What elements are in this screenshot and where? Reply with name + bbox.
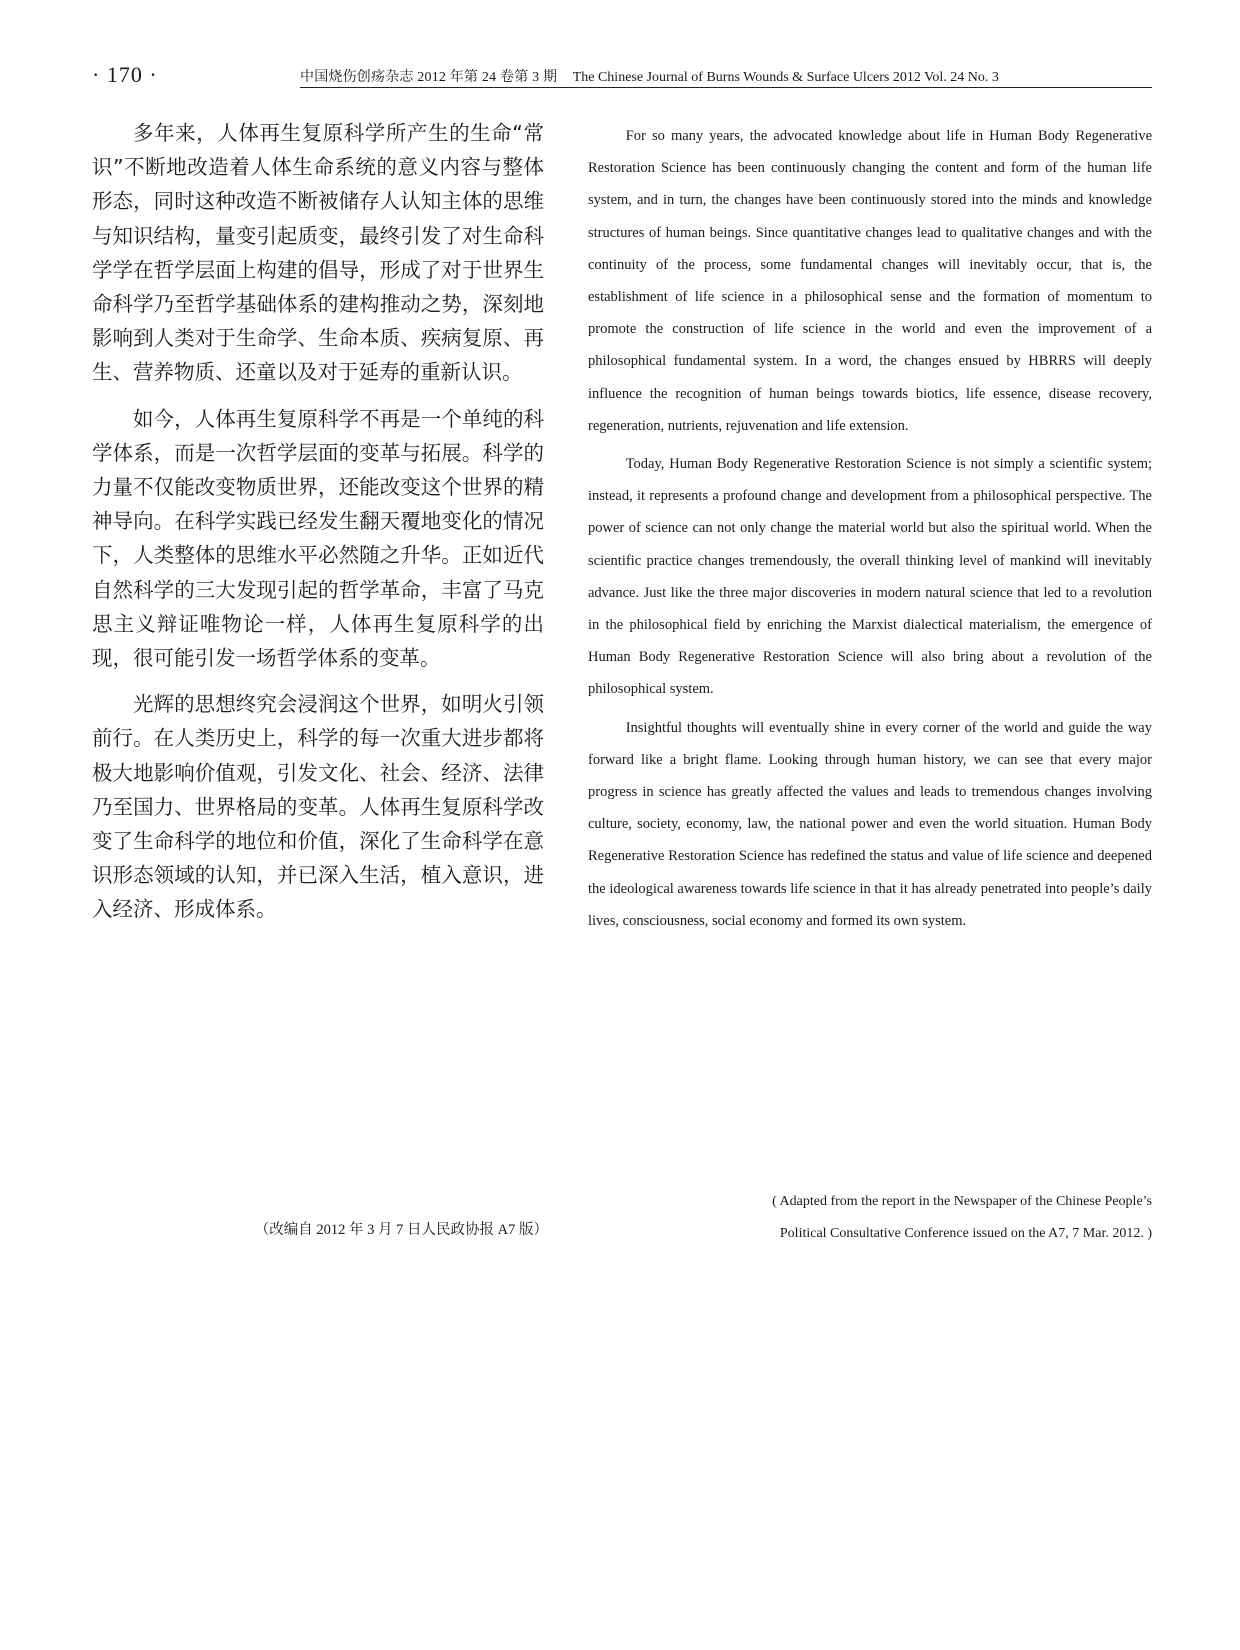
chinese-source-note: （改编自 2012 年 3 月 7 日人民政协报 A7 版） — [254, 1222, 548, 1238]
chinese-column — [92, 116, 544, 939]
page-header — [92, 62, 1152, 92]
page-number: · 170 · — [92, 62, 158, 87]
chinese-paragraph-1: 多年来，人体再生复原科学所产生的生命“常识”不断地改造着人体生命系统的意义内容与整体形态，同时这种改造不断被储存人认知主体的思维与知识结构，量变引起质变，最终引发了对生命科学学在哲学层面上构建的倡导，形成了对于世界生命科学乃至哲学基础体系的建构推动之势，深刻地影响到人类对于生命学、生命本质、疾病复原、再生、营养物质、还童以及对于延寿的重新认识。 — [92, 121, 544, 385]
english-source-line-2: Political Consultative Conference issued on the A7, 7 Mar. 2012. ) — [779, 1226, 1152, 1241]
chinese-paragraph-2: 如今，人体再生复原科学不再是一个单纯的科学体系，而是一次哲学层面的变革与拓展。科学的力量不仅能改变物质世界，还能改变这个世界的精神导向。在科学实践已经发生翻天覆地变化的情况下，人类整体的思维水平必然随之升华。正如近代自然科学的三大发现引起的哲学革命，丰富了马克思主义辩证唯物论一样，人体再生复原科学的出现，很可能引发一场哲学体系的变革。 — [92, 406, 544, 671]
english-source-note — [640, 1186, 1152, 1250]
english-paragraph-3: Insightful thoughts will eventually shine in every corner of the world and guide the way forward like a bright flame. Looking through human history, we can see that every major progress in science has greatly affected the values and leads to tremendous changes involving culture, society, economy, law, the national power and even the world situation. Human Body Regenerative Restoration Science has redefined the status and value of life science and deepened the ideological awareness towards life science in that it has already penetrated into people’s daily lives, consciousness, social economy and formed its own system. — [588, 719, 1152, 929]
english-source-line-1: ( Adapted from the report in the Newspaper of the Chinese People’s — [772, 1194, 1152, 1209]
journal-title-chinese: 中国烧伤创疡杂志 2012 年第 24 卷第 3 期 — [300, 70, 558, 85]
journal-title-english: The Chinese Journal of Burns Wounds & Surface Ulcers 2012 Vol. 24 No. 3 — [572, 70, 999, 85]
english-column — [588, 120, 1152, 943]
english-paragraph-1: For so many years, the advocated knowledge about life in Human Body Regenerative Restoration Science has been continuously changing the content and form of the human life system, and in turn, the changes have been continuously stored into the minds and knowledge structures of human beings. Since quantitative changes lead to qualitative changes and with the continuity of the process, some fundamental changes will inevitably occur, that is, the establishment of life science in a philosophical sense and the formation of momentum to promote the construction of life science in the world and even the improvement of a philosophical fundamental system. In a word, the changes ensued by HBRRS will deeply influence the recognition of human beings towards biotics, life essence, disease recovery, regeneration, nutrients, rejuvenation and life extension. — [588, 128, 1152, 434]
chinese-paragraph-3: 光辉的思想终究会浸润这个世界，如明火引领前行。在人类历史上，科学的每一次重大进步都将极大地影响价值观，引发文化、社会、经济、法律乃至国力、世界格局的变革。人体再生复原科学改变了生命科学的地位和价值，深化了生命科学在意识形态领域的认知，并已深入生活，植入意识，进入经济、形成体系。 — [92, 692, 544, 922]
header-rule — [300, 87, 1152, 88]
english-paragraph-2: Today, Human Body Regenerative Restoration Science is not simply a scientific system; instead, it represents a profound change and development from a philosophical perspective. The power of science can not only change the material world but also the spiritual world. When the scientific practice changes tremendously, the overall thinking level of mankind will inevitably advance. Just like the three major discoveries in modern natural science that led to a revolution in the philosophical field by enriching the Marxist dialectical materialism, the emergence of Human Body Regenerative Restoration Science will also bring about a revolution of the philosophical system. — [588, 456, 1152, 698]
running-title — [300, 66, 1152, 86]
